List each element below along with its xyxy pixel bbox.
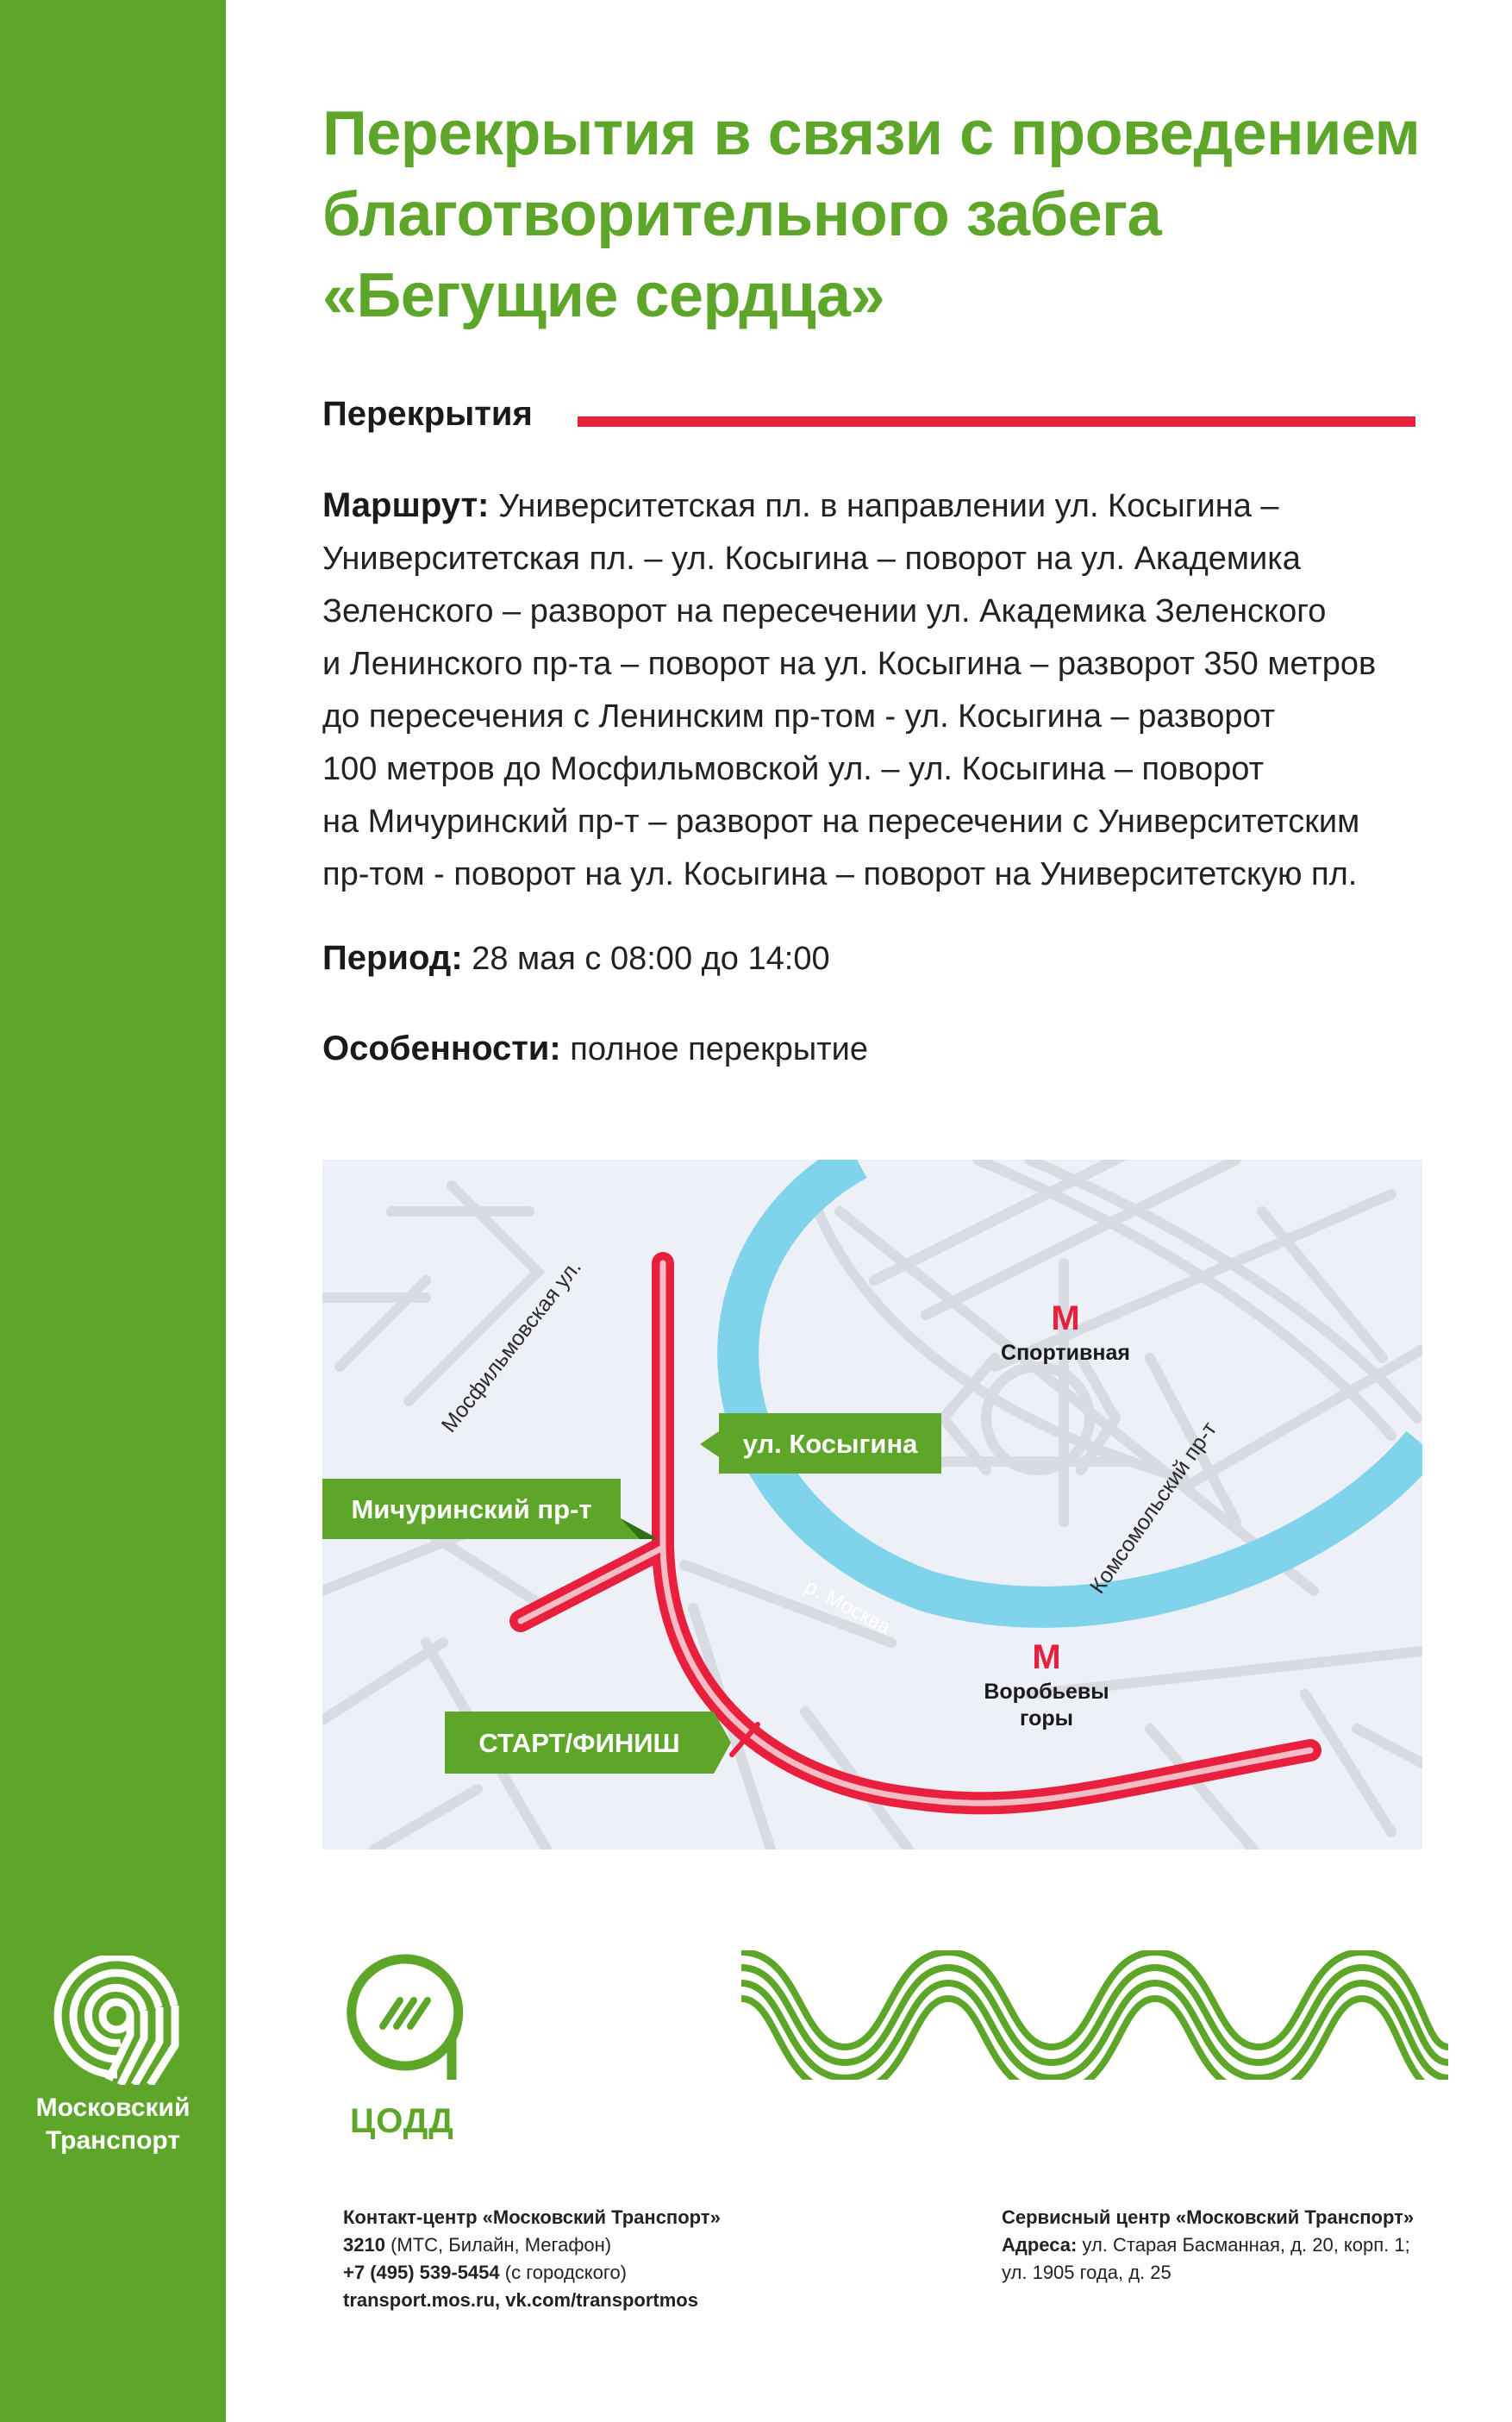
callout-michurinsky-label: Мичуринский пр-т (351, 1494, 592, 1524)
footer-address-line-2: ул. 1905 года, д. 25 (1002, 2262, 1171, 2283)
logo-text-line-1: Московский (35, 2093, 191, 2122)
route-line-4: и Ленинского пр-та – поворот на ул. Косыгина – разворот 350 метров (322, 646, 1377, 682)
title-line-1: Перекрытия в связи с проведением (322, 99, 1421, 168)
route-description (322, 479, 1443, 901)
callout-kosygina (700, 1413, 941, 1474)
metro-station-vorobyovy-line2: горы (1020, 1706, 1073, 1730)
route-map (322, 1160, 1422, 1849)
route-line-3: Зеленского – разворот на пересечении ул. Академика Зеленского (322, 593, 1327, 629)
callout-start-finish-label: СТАРТ/ФИНИШ (478, 1728, 680, 1758)
logo-text-line-2: Транспорт (45, 2126, 181, 2155)
section-divider (578, 416, 1415, 427)
codd-logo-icon (340, 1950, 471, 2088)
footer-contact-center (343, 2204, 721, 2314)
footer-web-links[interactable]: transport.mos.ru, vk.com/transportmos (343, 2289, 698, 2311)
callout-kosygina-label: ул. Косыгина (742, 1429, 918, 1459)
decorative-waves-icon (741, 1950, 1448, 2080)
footer-phone-short: 3210 (343, 2234, 385, 2256)
period (322, 932, 1443, 986)
period-label: Период: (322, 939, 463, 977)
footer-right-title: Сервисный центр «Московский Транспорт» (1002, 2206, 1415, 2228)
footer-left-title: Контакт-центр «Московский Транспорт» (343, 2206, 721, 2228)
metro-icon: М (1051, 1299, 1080, 1337)
footer-address-line-1: ул. Старая Басманная, д. 20, корп. 1; (1077, 2234, 1410, 2256)
footer-phone-short-note: (МТС, Билайн, Мегафон) (384, 2234, 612, 2256)
street-label-komsomolsky: Комсомольский пр-т (1084, 1418, 1222, 1599)
metro-station-sportivnaya: Спортивная (1001, 1341, 1130, 1365)
moscow-transport-logo-icon (34, 1956, 198, 2085)
route-line-5: до пересечения с Ленинским пр-том - ул. Косыгина – разворот (322, 698, 1276, 735)
features-value: полное перекрытие (570, 1031, 868, 1067)
metro-vorobyovy-gory (984, 1638, 1109, 1730)
street-label-mosfilmovskaya: Мосфильмовская ул. (436, 1255, 586, 1437)
route-line-8: пр-том - поворот на ул. Косыгина – поворот на Университетскую пл. (322, 856, 1358, 892)
page-title (322, 93, 1443, 336)
title-line-2: благотворительного забега (322, 180, 1162, 249)
metro-icon: М (1032, 1638, 1061, 1676)
route-line-6: 100 метров до Мосфильмовской ул. – ул. Косыгина – поворот (322, 751, 1264, 787)
moscow-transport-logo-text (0, 2092, 226, 2157)
period-value: 28 мая с 08:00 до 14:00 (472, 941, 830, 977)
footer-address-label: Адреса: (1002, 2234, 1078, 2256)
features-label: Особенности: (322, 1030, 561, 1067)
metro-sportivnaya (1001, 1299, 1130, 1365)
route-line-1: Университетская пл. в направлении ул. Косыгина – (497, 488, 1279, 524)
footer-phone-long-note: (с городского) (499, 2262, 628, 2283)
title-line-3: «Бегущие сердца» (322, 261, 885, 330)
callout-start-finish (445, 1712, 731, 1774)
features (322, 1023, 1443, 1076)
river-label: р. Москва (801, 1574, 895, 1640)
footer-phone-long[interactable]: +7 (495) 539-5454 (343, 2262, 500, 2283)
route-line-7: на Мичуринский пр-т – разворот на пересечении с Университетским (322, 804, 1360, 840)
route-line-2: Университетская пл. – ул. Косыгина – поворот на ул. Академика (322, 541, 1301, 577)
route-map-svg (322, 1160, 1422, 1849)
metro-station-vorobyovy-line1: Воробьевы (984, 1680, 1109, 1704)
section-heading: Перекрытия (322, 395, 533, 433)
route-label: Маршрут: (322, 486, 490, 524)
footer-service-center (1002, 2204, 1414, 2287)
callout-michurinsky (322, 1479, 659, 1539)
codd-logo-text: ЦОДД (350, 2102, 454, 2140)
